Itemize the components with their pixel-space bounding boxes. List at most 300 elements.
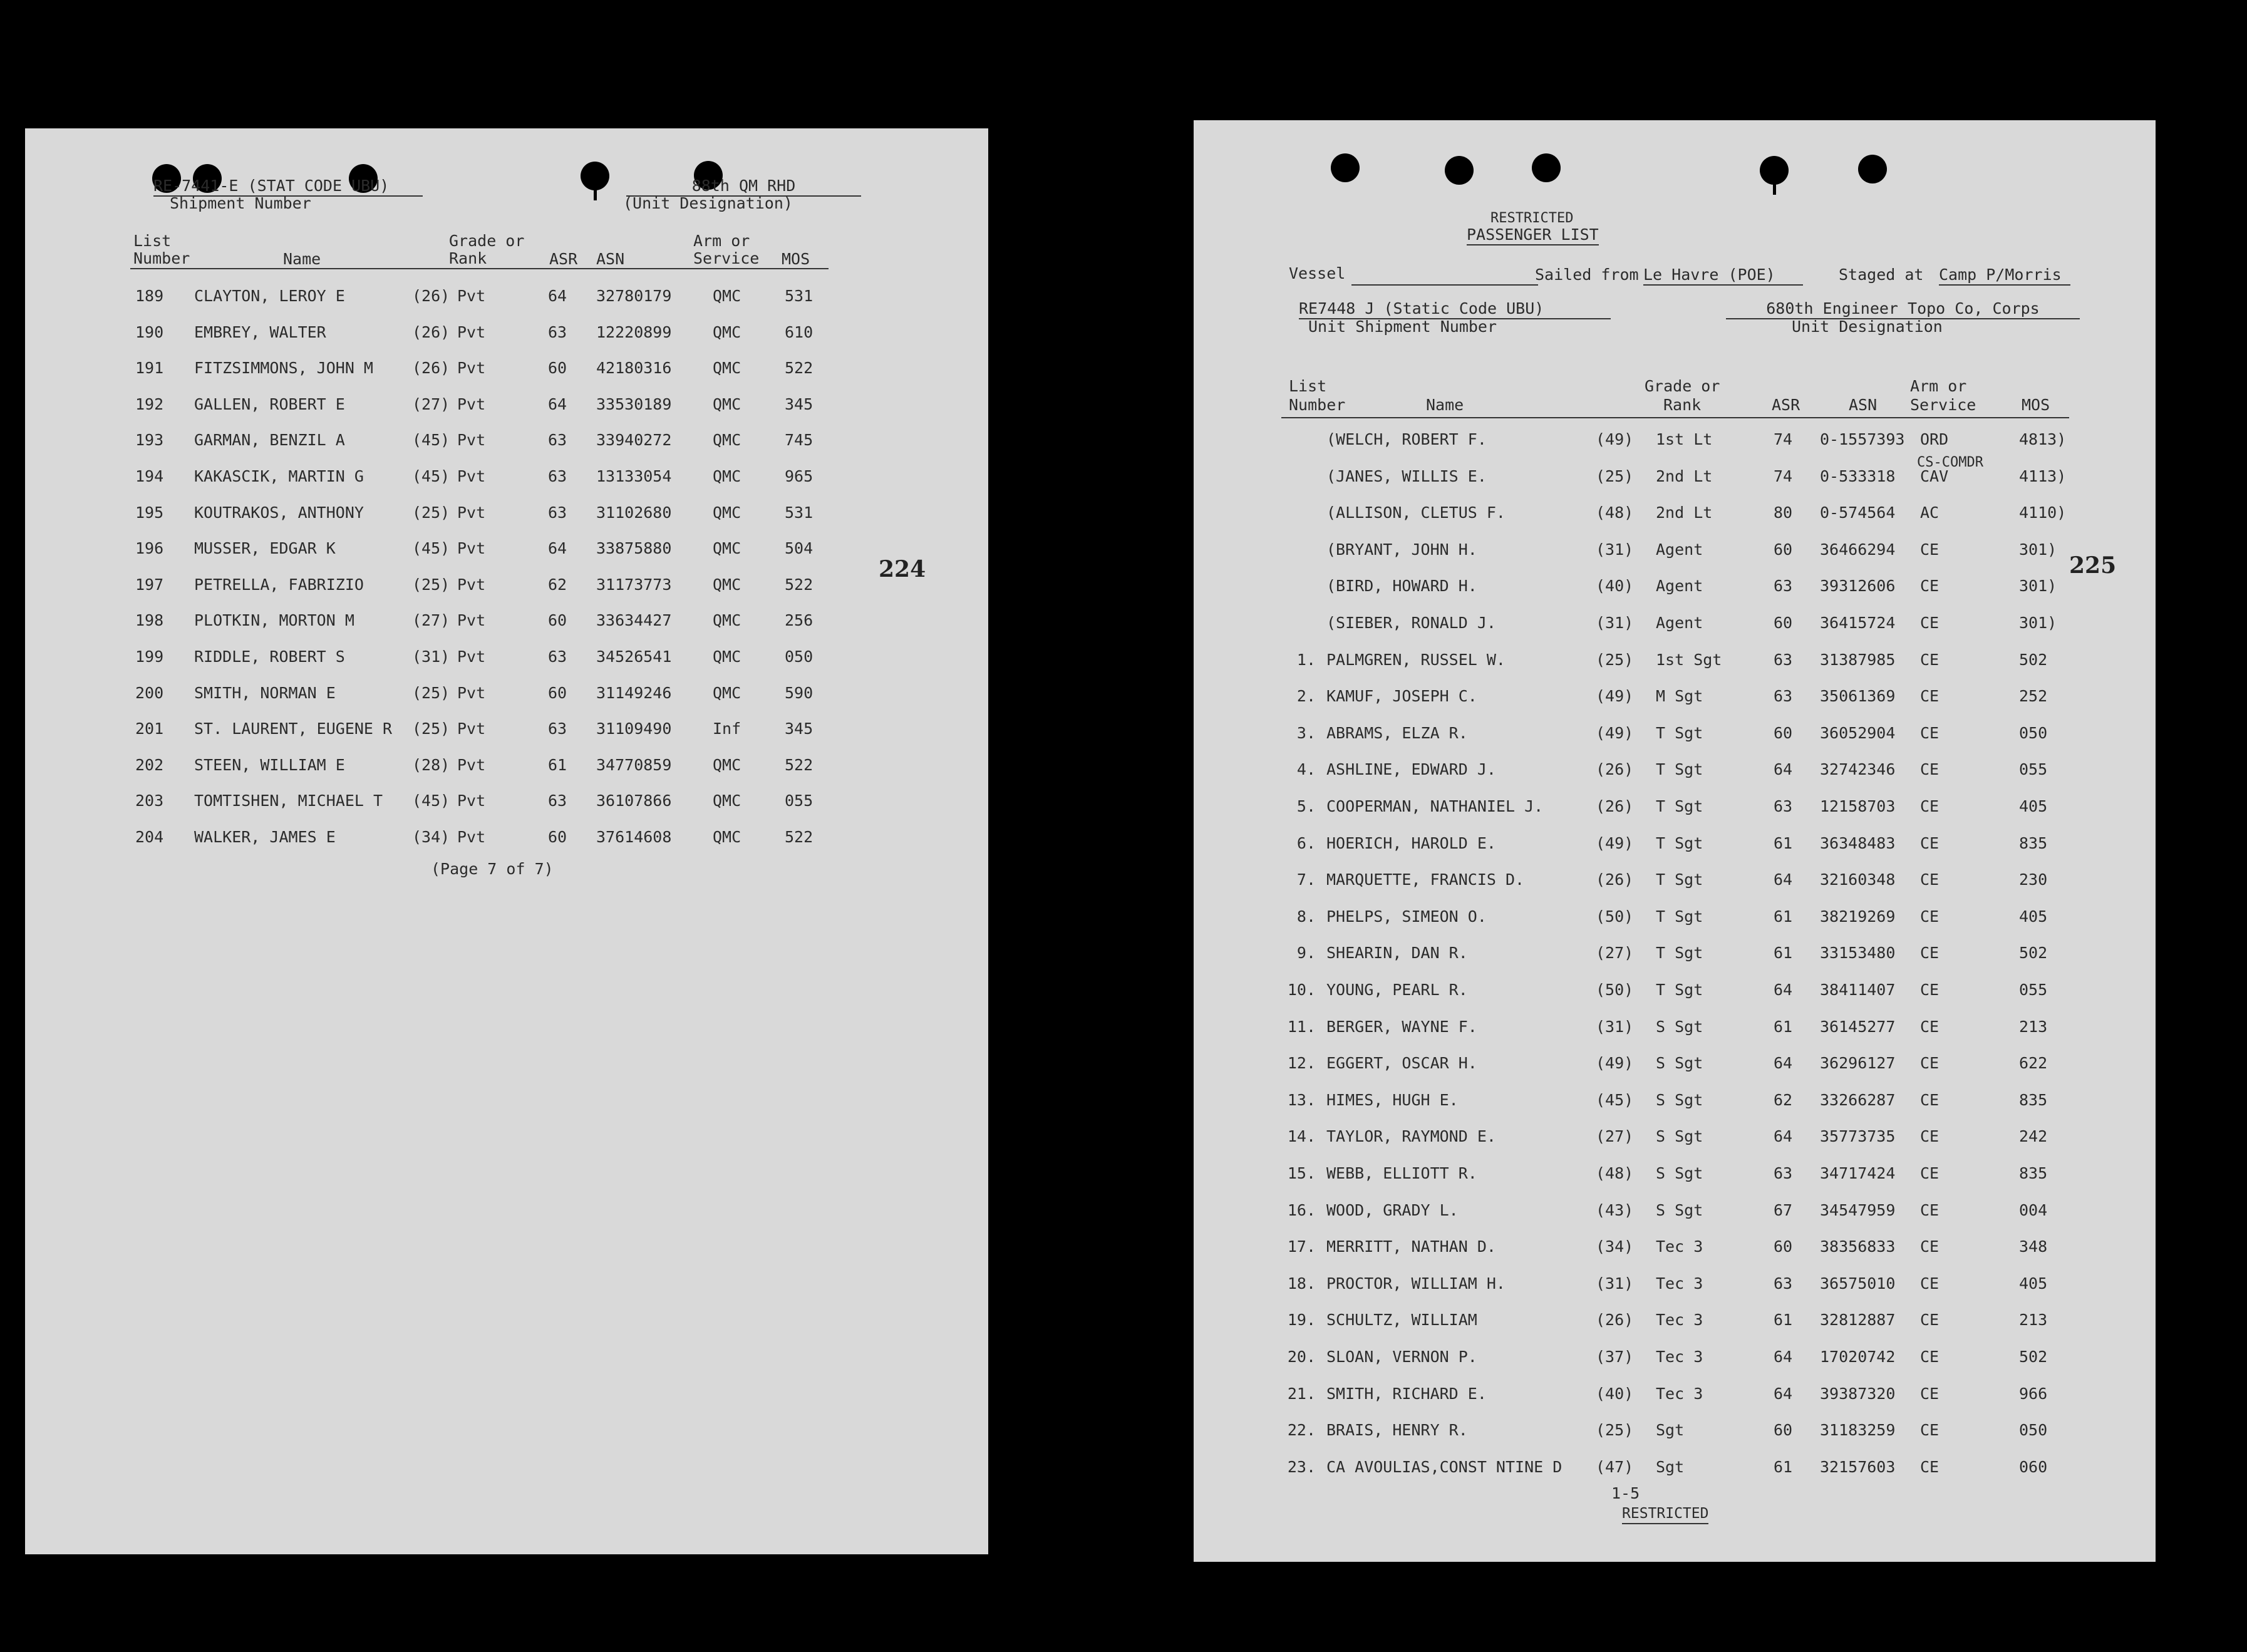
cell-mos: 055 bbox=[785, 792, 814, 810]
cell-mos: 522 bbox=[785, 828, 814, 846]
cell-arm: QMC bbox=[713, 755, 741, 774]
cell-mos: 4110) bbox=[2019, 503, 2067, 522]
cell-age: (31) bbox=[1596, 614, 1634, 632]
cell-name: SMITH, RICHARD E. bbox=[1326, 1384, 1487, 1403]
table-row bbox=[25, 756, 988, 775]
cell-mos: 301) bbox=[2019, 577, 2057, 596]
cell-asr: 60 bbox=[548, 359, 567, 378]
header-asn: ASN bbox=[596, 250, 625, 268]
table-row bbox=[25, 684, 988, 703]
header-name: Name bbox=[1426, 396, 1464, 414]
cell-num: 200 bbox=[135, 683, 164, 702]
cell-age: (40) bbox=[1596, 1384, 1634, 1403]
table-row bbox=[25, 792, 988, 810]
cell-name: WEBB, ELLIOTT R. bbox=[1326, 1164, 1477, 1182]
cell-age: (25) bbox=[1596, 650, 1634, 669]
cell-name: BERGER, WAYNE F. bbox=[1326, 1017, 1477, 1036]
cell-age: (26) bbox=[412, 287, 450, 305]
header-list-number bbox=[133, 232, 190, 267]
cell-mos: 522 bbox=[785, 359, 814, 378]
cell-asr: 61 bbox=[1774, 1311, 1793, 1329]
cell-name: HIMES, HUGH E. bbox=[1326, 1090, 1459, 1109]
cell-num: 17. bbox=[1287, 1237, 1316, 1256]
header-rule bbox=[130, 268, 829, 269]
header-mos: MOS bbox=[2022, 396, 2050, 414]
unit-designation: 88th QM RHD bbox=[626, 177, 861, 197]
cell-mos: 502 bbox=[2019, 650, 2048, 669]
cell-name: (BIRD, HOWARD H. bbox=[1326, 577, 1477, 596]
cell-mos: 050 bbox=[2019, 723, 2048, 742]
cell-mos: 050 bbox=[785, 648, 814, 666]
table-row bbox=[1194, 1201, 2156, 1220]
cell-grade: M Sgt bbox=[1656, 687, 1703, 706]
cell-asn: 31173773 bbox=[596, 575, 672, 594]
cell-name: (ALLISON, CLETUS F. bbox=[1326, 503, 1506, 522]
cell-mos: 405 bbox=[2019, 907, 2048, 926]
cell-arm: QMC bbox=[713, 792, 741, 810]
table-row bbox=[1194, 540, 2156, 559]
cell-asr: 63 bbox=[548, 792, 567, 810]
table-row bbox=[1194, 1458, 2156, 1477]
cell-grade: T Sgt bbox=[1656, 981, 1703, 999]
punch-hole bbox=[1331, 153, 1360, 182]
cell-num: 16. bbox=[1287, 1200, 1316, 1219]
cell-arm: CE bbox=[1920, 944, 1940, 963]
cell-name: MARQUETTE, FRANCIS D. bbox=[1326, 870, 1525, 889]
cell-name: (BRYANT, JOHN H. bbox=[1326, 540, 1477, 559]
left-document-page bbox=[25, 128, 988, 1554]
cell-mos: 522 bbox=[785, 575, 814, 594]
cell-arm: QMC bbox=[713, 503, 741, 522]
table-row bbox=[1194, 577, 2156, 596]
cell-num: 4. bbox=[1296, 760, 1316, 779]
header-text: Number bbox=[1289, 396, 1346, 414]
cell-mos: 590 bbox=[785, 683, 814, 702]
punch-hole bbox=[1760, 156, 1789, 185]
cell-name: GARMAN, BENZIL A bbox=[194, 431, 345, 450]
cell-asn: 0-1557393 bbox=[1820, 430, 1905, 448]
cell-mos: 4113) bbox=[2019, 467, 2067, 485]
cell-num: 5. bbox=[1296, 797, 1316, 815]
cell-grade: S Sgt bbox=[1656, 1090, 1703, 1109]
table-row bbox=[1194, 1421, 2156, 1440]
cell-grade: Sgt bbox=[1656, 1421, 1685, 1440]
cell-asn: 36145277 bbox=[1820, 1017, 1896, 1036]
shipment-caption: Unit Shipment Number bbox=[1308, 317, 1497, 336]
cell-arm: CE bbox=[1920, 1164, 1940, 1182]
cell-age: (49) bbox=[1596, 723, 1634, 742]
cell-num: 9. bbox=[1296, 944, 1316, 963]
cell-grade: Pvt bbox=[457, 287, 486, 305]
cell-asr: 60 bbox=[548, 611, 567, 630]
cell-name: COOPERMAN, NATHANIEL J. bbox=[1326, 797, 1544, 815]
cell-name: ASHLINE, EDWARD J. bbox=[1326, 760, 1496, 779]
cell-grade: Agent bbox=[1656, 577, 1703, 596]
table-row bbox=[1194, 1348, 2156, 1366]
cell-arm: CE bbox=[1920, 577, 1940, 596]
cell-arm: CE bbox=[1920, 1127, 1940, 1146]
cell-mos: 055 bbox=[2019, 760, 2048, 779]
cell-age: (49) bbox=[1596, 834, 1634, 852]
cell-age: (31) bbox=[412, 648, 450, 666]
cell-num: 193 bbox=[135, 431, 164, 450]
cell-num: 14. bbox=[1287, 1127, 1316, 1146]
cell-name: MERRITT, NATHAN D. bbox=[1326, 1237, 1496, 1256]
cell-asn: 32160348 bbox=[1820, 870, 1896, 889]
cell-age: (49) bbox=[1596, 1054, 1634, 1073]
cell-grade: Pvt bbox=[457, 720, 486, 738]
cell-grade: Tec 3 bbox=[1656, 1348, 1703, 1366]
cell-arm: CE bbox=[1920, 834, 1940, 852]
cell-asr: 63 bbox=[548, 503, 567, 522]
vessel-line bbox=[1351, 284, 1538, 286]
cell-name: SMITH, NORMAN E bbox=[194, 683, 336, 702]
cell-mos: 213 bbox=[2019, 1017, 2048, 1036]
cell-num: 22. bbox=[1287, 1421, 1316, 1440]
cell-name: STEEN, WILLIAM E bbox=[194, 755, 345, 774]
table-row bbox=[25, 359, 988, 378]
table-row bbox=[25, 828, 988, 847]
table-row bbox=[1194, 1127, 2156, 1146]
cell-arm: CE bbox=[1920, 1017, 1940, 1036]
cell-asn: 31387985 bbox=[1820, 650, 1896, 669]
cell-grade: Tec 3 bbox=[1656, 1311, 1703, 1329]
cell-asn: 38219269 bbox=[1820, 907, 1896, 926]
cell-name: SCHULTZ, WILLIAM bbox=[1326, 1311, 1477, 1329]
cell-age: (26) bbox=[412, 323, 450, 341]
shipment-number: RE7448 J (Static Code UBU) bbox=[1299, 299, 1611, 319]
cell-asn: 36052904 bbox=[1820, 723, 1896, 742]
header-text: Arm or bbox=[1910, 377, 1967, 395]
cell-asr: 63 bbox=[548, 323, 567, 341]
cell-arm: QMC bbox=[713, 683, 741, 702]
cell-mos: 405 bbox=[2019, 797, 2048, 815]
cell-asr: 60 bbox=[1774, 614, 1793, 632]
cell-arm: QMC bbox=[713, 539, 741, 558]
cell-name: KAKASCIK, MARTIN G bbox=[194, 467, 364, 485]
cell-mos: 531 bbox=[785, 287, 814, 305]
table-row bbox=[25, 576, 988, 594]
table-row bbox=[1194, 503, 2156, 522]
cell-mos: 622 bbox=[2019, 1054, 2048, 1073]
cell-name: (SIEBER, RONALD J. bbox=[1326, 614, 1496, 632]
cell-asn: 38411407 bbox=[1820, 981, 1896, 999]
table-row bbox=[1194, 467, 2156, 486]
cell-asr: 60 bbox=[548, 828, 567, 846]
cell-arm: CE bbox=[1920, 687, 1940, 706]
cell-asr: 64 bbox=[1774, 1348, 1793, 1366]
cell-age: (27) bbox=[1596, 944, 1634, 963]
cell-asn: 0-574564 bbox=[1820, 503, 1896, 522]
cell-name: MUSSER, EDGAR K bbox=[194, 539, 336, 558]
punch-hole bbox=[581, 162, 609, 190]
cell-grade: Pvt bbox=[457, 395, 486, 413]
cell-num: 21. bbox=[1287, 1384, 1316, 1403]
cell-grade: Pvt bbox=[457, 755, 486, 774]
cell-asr: 64 bbox=[548, 287, 567, 305]
cell-age: (27) bbox=[1596, 1127, 1634, 1146]
header-arm bbox=[693, 232, 759, 267]
cell-mos: 4813) bbox=[2019, 430, 2067, 448]
cell-asr: 63 bbox=[548, 648, 567, 666]
cell-num: 191 bbox=[135, 359, 164, 378]
vessel-label: Vessel bbox=[1289, 264, 1346, 282]
cell-asn: 36296127 bbox=[1820, 1054, 1896, 1073]
cell-asn: 39387320 bbox=[1820, 1384, 1896, 1403]
cell-asr: 62 bbox=[548, 575, 567, 594]
cell-name: PROCTOR, WILLIAM H. bbox=[1326, 1274, 1506, 1293]
header-text: List bbox=[133, 232, 172, 250]
cell-age: (48) bbox=[1596, 503, 1634, 522]
cell-asr: 64 bbox=[1774, 760, 1793, 779]
cell-grade: Pvt bbox=[457, 611, 486, 630]
table-row bbox=[1194, 1164, 2156, 1183]
cell-name: EMBREY, WALTER bbox=[194, 323, 326, 341]
cell-num: 15. bbox=[1287, 1164, 1316, 1182]
cell-age: (49) bbox=[1596, 687, 1634, 706]
cell-asn: 33266287 bbox=[1820, 1090, 1896, 1109]
cell-age: (34) bbox=[412, 828, 450, 846]
cell-name: WALKER, JAMES E bbox=[194, 828, 336, 846]
cell-name: FITZSIMMONS, JOHN M bbox=[194, 359, 373, 378]
cell-asn: 31149246 bbox=[596, 683, 672, 702]
cell-arm: CE bbox=[1920, 650, 1940, 669]
header-list-number bbox=[1289, 377, 1345, 415]
cell-age: (40) bbox=[1596, 577, 1634, 596]
cell-num: 20. bbox=[1287, 1348, 1316, 1366]
cell-asn: 36466294 bbox=[1820, 540, 1896, 559]
cell-mos: 502 bbox=[2019, 944, 2048, 963]
cell-asr: 67 bbox=[1774, 1200, 1793, 1219]
cell-asn: 33153480 bbox=[1820, 944, 1896, 963]
cell-arm: CE bbox=[1920, 1348, 1940, 1366]
cell-arm: CE bbox=[1920, 907, 1940, 926]
cell-grade: 1st Sgt bbox=[1656, 650, 1722, 669]
cell-asn: 31109490 bbox=[596, 720, 672, 738]
cell-asr: 63 bbox=[1774, 687, 1793, 706]
header-asr: ASR bbox=[1772, 396, 1800, 414]
table-row bbox=[1194, 870, 2156, 889]
table-row bbox=[1194, 797, 2156, 816]
cell-asn: 34770859 bbox=[596, 755, 672, 774]
cell-num: 195 bbox=[135, 503, 164, 522]
cell-grade: Pvt bbox=[457, 648, 486, 666]
header-grade bbox=[449, 232, 524, 267]
table-row bbox=[25, 287, 988, 306]
stamp-number: 225 bbox=[2069, 552, 2117, 579]
cell-asr: 63 bbox=[1774, 650, 1793, 669]
cell-num: 13. bbox=[1287, 1090, 1316, 1109]
cell-name: (JANES, WILLIS E. bbox=[1326, 467, 1487, 485]
cell-grade: Pvt bbox=[457, 359, 486, 378]
cell-age: (26) bbox=[1596, 760, 1634, 779]
cell-arm: CE bbox=[1920, 1237, 1940, 1256]
cell-age: (48) bbox=[1596, 1164, 1634, 1182]
cell-num: 23. bbox=[1287, 1457, 1316, 1476]
cell-num: 194 bbox=[135, 467, 164, 485]
cell-asr: 63 bbox=[1774, 577, 1793, 596]
cell-mos: 060 bbox=[2019, 1457, 2048, 1476]
table-row bbox=[1194, 1274, 2156, 1293]
table-row bbox=[1194, 430, 2156, 449]
cell-age: (47) bbox=[1596, 1457, 1634, 1476]
cell-asn: 36348483 bbox=[1820, 834, 1896, 852]
cell-asr: 63 bbox=[1774, 797, 1793, 815]
cell-asn: 34526541 bbox=[596, 648, 672, 666]
table-row bbox=[1194, 981, 2156, 999]
cell-mos: 230 bbox=[2019, 870, 2048, 889]
cell-mos: 531 bbox=[785, 503, 814, 522]
cell-asn: 12158703 bbox=[1820, 797, 1896, 815]
cell-arm: QMC bbox=[713, 467, 741, 485]
cell-age: (26) bbox=[1596, 870, 1634, 889]
cell-arm: QMC bbox=[713, 359, 741, 378]
cell-age: (26) bbox=[412, 359, 450, 378]
cell-mos: 301) bbox=[2019, 540, 2057, 559]
sailed-label: Sailed from bbox=[1535, 266, 1639, 284]
cell-arm: CE bbox=[1920, 797, 1940, 815]
table-row bbox=[1194, 651, 2156, 669]
cell-arm: QMC bbox=[713, 828, 741, 846]
cell-num: 190 bbox=[135, 323, 164, 341]
cell-name: PETRELLA, FABRIZIO bbox=[194, 575, 364, 594]
cell-asn: 36107866 bbox=[596, 792, 672, 810]
cell-asn: 33634427 bbox=[596, 611, 672, 630]
shipment-caption: Shipment Number bbox=[170, 194, 311, 212]
cell-asn: 31102680 bbox=[596, 503, 672, 522]
cell-name: RIDDLE, ROBERT S bbox=[194, 648, 345, 666]
cell-mos: 055 bbox=[2019, 981, 2048, 999]
table-row bbox=[1194, 1018, 2156, 1036]
restricted-bottom: RESTRICTED bbox=[1622, 1504, 1708, 1524]
table-row bbox=[25, 648, 988, 666]
cell-grade: T Sgt bbox=[1656, 944, 1703, 963]
cell-num: 6. bbox=[1296, 834, 1316, 852]
table-row bbox=[25, 611, 988, 630]
cell-name: PLOTKIN, MORTON M bbox=[194, 611, 354, 630]
cell-mos: 965 bbox=[785, 467, 814, 485]
cell-grade: S Sgt bbox=[1656, 1017, 1703, 1036]
header-text: Grade or bbox=[1645, 377, 1720, 395]
header-text: Service bbox=[1910, 396, 1976, 414]
cell-num: 203 bbox=[135, 792, 164, 810]
cell-asn: 37614608 bbox=[596, 828, 672, 846]
table-row bbox=[1194, 1385, 2156, 1403]
table-row bbox=[25, 467, 988, 486]
cell-grade: Pvt bbox=[457, 575, 486, 594]
cell-name: ABRAMS, ELZA R. bbox=[1326, 723, 1468, 742]
cell-age: (25) bbox=[1596, 467, 1634, 485]
cell-asr: 74 bbox=[1774, 430, 1793, 448]
table-row bbox=[1194, 944, 2156, 963]
cell-grade: Pvt bbox=[457, 828, 486, 846]
cell-age: (28) bbox=[412, 755, 450, 774]
cell-num: 201 bbox=[135, 720, 164, 738]
cell-asn: 32812887 bbox=[1820, 1311, 1896, 1329]
cell-asr: 64 bbox=[1774, 1054, 1793, 1073]
cell-asn: 36575010 bbox=[1820, 1274, 1896, 1293]
cell-num: 192 bbox=[135, 395, 164, 413]
punch-hole bbox=[1858, 155, 1887, 183]
cell-grade: Tec 3 bbox=[1656, 1384, 1703, 1403]
cell-grade: T Sgt bbox=[1656, 797, 1703, 815]
cell-arm: QMC bbox=[713, 395, 741, 413]
cell-mos: 252 bbox=[2019, 687, 2048, 706]
cell-grade: Tec 3 bbox=[1656, 1237, 1703, 1256]
restricted-top: RESTRICTED bbox=[1490, 210, 1574, 226]
cell-arm: QMC bbox=[713, 611, 741, 630]
cell-mos: 004 bbox=[2019, 1200, 2048, 1219]
table-row bbox=[1194, 1091, 2156, 1110]
cell-grade: T Sgt bbox=[1656, 870, 1703, 889]
cell-asr: 64 bbox=[1774, 1384, 1793, 1403]
cell-age: (31) bbox=[1596, 1017, 1634, 1036]
table-row bbox=[1194, 1311, 2156, 1329]
cell-mos: 745 bbox=[785, 431, 814, 450]
cell-asr: 60 bbox=[1774, 1237, 1793, 1256]
cell-age: (25) bbox=[412, 720, 450, 738]
cell-asn: 32780179 bbox=[596, 287, 672, 305]
table-row bbox=[25, 539, 988, 558]
cell-name: CA AVOULIAS,CONST NTINE D bbox=[1326, 1457, 1563, 1476]
cell-grade: 2nd Lt bbox=[1656, 467, 1713, 485]
cell-asr: 60 bbox=[1774, 1421, 1793, 1440]
cell-age: (45) bbox=[412, 539, 450, 558]
cell-mos: 522 bbox=[785, 755, 814, 774]
cell-asr: 60 bbox=[548, 683, 567, 702]
cell-mos: 504 bbox=[785, 539, 814, 558]
header-text: Number bbox=[133, 249, 190, 267]
punch-hole bbox=[1445, 156, 1474, 185]
cell-grade: Tec 3 bbox=[1656, 1274, 1703, 1293]
cell-age: (45) bbox=[412, 792, 450, 810]
cell-asn: 33875880 bbox=[596, 539, 672, 558]
cell-mos: 345 bbox=[785, 720, 814, 738]
header-asn: ASN bbox=[1849, 396, 1878, 414]
cell-asr: 64 bbox=[1774, 1127, 1793, 1146]
cell-age: (34) bbox=[1596, 1237, 1634, 1256]
cell-asr: 61 bbox=[1774, 1017, 1793, 1036]
cell-asn: 12220899 bbox=[596, 323, 672, 341]
cell-age: (49) bbox=[1596, 430, 1634, 448]
table-row bbox=[1194, 907, 2156, 926]
cell-num: 198 bbox=[135, 611, 164, 630]
cell-arm: QMC bbox=[713, 287, 741, 305]
cell-name: SLOAN, VERNON P. bbox=[1326, 1348, 1477, 1366]
cell-name: (WELCH, ROBERT F. bbox=[1326, 430, 1487, 448]
cell-arm: CE bbox=[1920, 1200, 1940, 1219]
cell-num: 11. bbox=[1287, 1017, 1316, 1036]
cell-grade: T Sgt bbox=[1656, 907, 1703, 926]
cell-grade: Pvt bbox=[457, 503, 486, 522]
cell-age: (25) bbox=[412, 503, 450, 522]
cell-mos: 835 bbox=[2019, 834, 2048, 852]
cell-arm: ORD bbox=[1920, 430, 1949, 448]
cell-name: PALMGREN, RUSSEL W. bbox=[1326, 650, 1506, 669]
table-row bbox=[1194, 687, 2156, 706]
cell-age: (50) bbox=[1596, 907, 1634, 926]
header-arm bbox=[1910, 377, 1976, 415]
cell-mos: 610 bbox=[785, 323, 814, 341]
page-marker: 1-5 bbox=[1611, 1484, 1640, 1502]
table-row bbox=[1194, 724, 2156, 743]
table-row bbox=[1194, 614, 2156, 632]
cell-mos: 835 bbox=[2019, 1090, 2048, 1109]
cell-arm: CE bbox=[1920, 870, 1940, 889]
unit-designation: 680th Engineer Topo Co, Corps bbox=[1726, 299, 2080, 319]
cell-asr: 63 bbox=[1774, 1274, 1793, 1293]
table-row bbox=[1194, 1237, 2156, 1256]
